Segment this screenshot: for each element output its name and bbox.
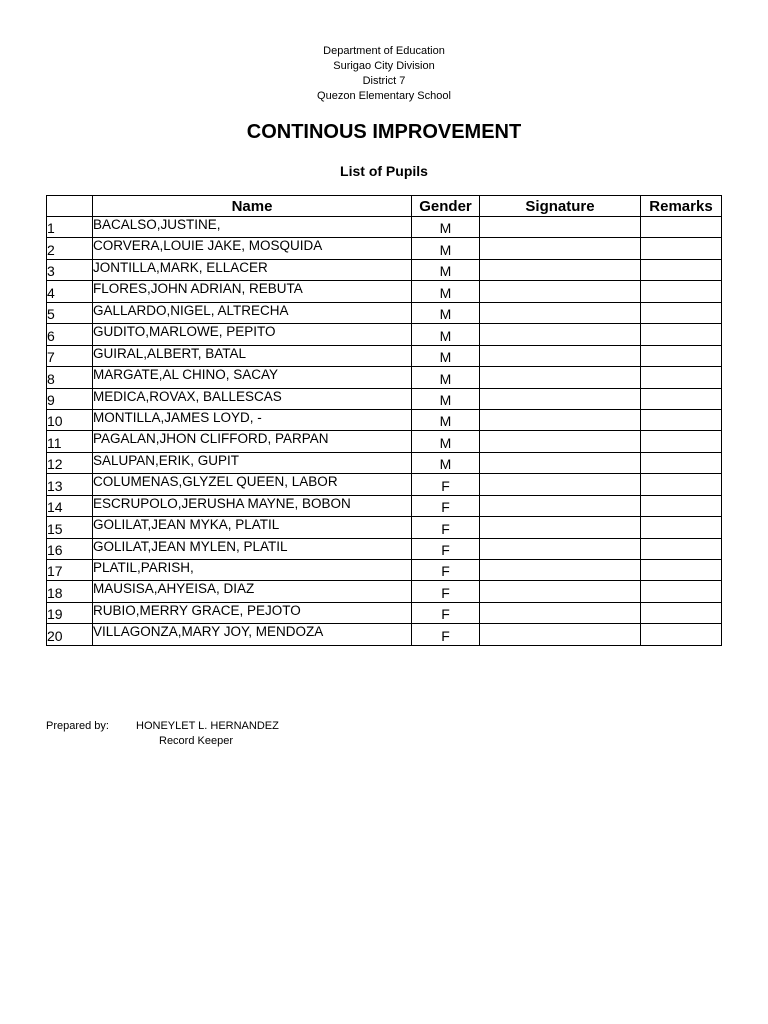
remarks-cell	[641, 217, 722, 238]
signature-cell	[480, 474, 641, 495]
signature-cell	[480, 302, 641, 323]
preparer-role: Record Keeper	[159, 735, 233, 747]
remarks-cell	[641, 324, 722, 345]
table-row	[47, 388, 722, 409]
document-title: CONTINOUS IMPROVEMENT	[246, 121, 522, 143]
signature-cell	[480, 602, 641, 623]
table-row	[47, 238, 722, 259]
remarks-cell	[641, 281, 722, 302]
column-header-signature: Signature	[480, 196, 641, 217]
pupil-name: MONTILLA,JAMES LOYD, -	[93, 409, 412, 430]
signature-cell	[480, 624, 641, 645]
remarks-cell	[641, 624, 722, 645]
signature-cell	[480, 560, 641, 581]
pupil-gender: M	[412, 238, 480, 259]
remarks-cell	[641, 259, 722, 280]
table-row	[47, 538, 722, 559]
pupil-name: SALUPAN,ERIK, GUPIT	[93, 452, 412, 473]
prepared-by-label: Prepared by:	[46, 720, 109, 732]
column-header-number	[47, 196, 93, 217]
table-header-row	[47, 196, 722, 217]
table-row	[47, 431, 722, 452]
row-number: 17	[47, 560, 93, 581]
pupil-gender: F	[412, 624, 480, 645]
remarks-cell	[641, 560, 722, 581]
remarks-cell	[641, 474, 722, 495]
pupil-name: GUIRAL,ALBERT, BATAL	[93, 345, 412, 366]
pupil-name: MARGATE,AL CHINO, SACAY	[93, 367, 412, 388]
signature-cell	[480, 324, 641, 345]
signature-cell	[480, 238, 641, 259]
pupil-name: PAGALAN,JHON CLIFFORD, PARPAN	[93, 431, 412, 452]
pupil-name: JONTILLA,MARK, ELLACER	[93, 259, 412, 280]
document-subtitle: List of Pupils	[340, 163, 428, 179]
signature-cell	[480, 452, 641, 473]
pupil-gender: M	[412, 217, 480, 238]
pupil-name: GOLILAT,JEAN MYLEN, PLATIL	[93, 538, 412, 559]
row-number: 18	[47, 581, 93, 602]
row-number: 11	[47, 431, 93, 452]
remarks-cell	[641, 538, 722, 559]
pupil-gender: F	[412, 474, 480, 495]
remarks-cell	[641, 302, 722, 323]
table-row	[47, 324, 722, 345]
pupil-name: COLUMENAS,GLYZEL QUEEN, LABOR	[93, 474, 412, 495]
pupil-gender: F	[412, 517, 480, 538]
remarks-cell	[641, 602, 722, 623]
remarks-cell	[641, 495, 722, 516]
row-number: 10	[47, 409, 93, 430]
pupil-name: MAUSISA,AHYEISA, DIAZ	[93, 581, 412, 602]
pupil-name: GUDITO,MARLOWE, PEPITO	[93, 324, 412, 345]
pupil-name: BACALSO,JUSTINE,	[93, 217, 412, 238]
row-number: 8	[47, 367, 93, 388]
table-row	[47, 517, 722, 538]
table-row	[47, 452, 722, 473]
row-number: 9	[47, 388, 93, 409]
column-header-gender: Gender	[412, 196, 480, 217]
pupil-name: FLORES,JOHN ADRIAN, REBUTA	[93, 281, 412, 302]
column-header-name: Name	[93, 196, 412, 217]
signature-cell	[480, 367, 641, 388]
pupil-gender: F	[412, 581, 480, 602]
pupil-gender: M	[412, 367, 480, 388]
row-number: 6	[47, 324, 93, 345]
pupil-gender: M	[412, 409, 480, 430]
pupil-gender: M	[412, 452, 480, 473]
pupil-name: MEDICA,ROVAX, BALLESCAS	[93, 388, 412, 409]
remarks-cell	[641, 345, 722, 366]
signature-cell	[480, 388, 641, 409]
row-number: 16	[47, 538, 93, 559]
table-row	[47, 474, 722, 495]
pupil-name: CORVERA,LOUIE JAKE, MOSQUIDA	[93, 238, 412, 259]
pupil-name: GOLILAT,JEAN MYKA, PLATIL	[93, 517, 412, 538]
pupil-gender: M	[412, 388, 480, 409]
signature-cell	[480, 217, 641, 238]
table-row	[47, 217, 722, 238]
remarks-cell	[641, 367, 722, 388]
table-row	[47, 345, 722, 366]
row-number: 13	[47, 474, 93, 495]
department-line: Department of Education	[323, 45, 445, 57]
row-number: 20	[47, 624, 93, 645]
signature-cell	[480, 495, 641, 516]
pupil-name: RUBIO,MERRY GRACE, PEJOTO	[93, 602, 412, 623]
district-line: District 7	[362, 75, 406, 87]
pupil-name: GALLARDO,NIGEL, ALTRECHA	[93, 302, 412, 323]
signature-cell	[480, 409, 641, 430]
row-number: 12	[47, 452, 93, 473]
table-row	[47, 624, 722, 645]
pupils-table	[46, 195, 722, 646]
table-row	[47, 581, 722, 602]
row-number: 19	[47, 602, 93, 623]
remarks-cell	[641, 388, 722, 409]
pupil-gender: M	[412, 302, 480, 323]
signature-cell	[480, 538, 641, 559]
pupil-gender: F	[412, 495, 480, 516]
pupil-gender: M	[412, 259, 480, 280]
remarks-cell	[641, 238, 722, 259]
pupil-gender: F	[412, 538, 480, 559]
row-number: 5	[47, 302, 93, 323]
signature-cell	[480, 431, 641, 452]
column-header-remarks: Remarks	[641, 196, 722, 217]
pupil-gender: M	[412, 345, 480, 366]
table-row	[47, 302, 722, 323]
signature-cell	[480, 281, 641, 302]
row-number: 14	[47, 495, 93, 516]
row-number: 15	[47, 517, 93, 538]
pupil-gender: M	[412, 324, 480, 345]
remarks-cell	[641, 409, 722, 430]
table-row	[47, 409, 722, 430]
row-number: 7	[47, 345, 93, 366]
signature-cell	[480, 517, 641, 538]
remarks-cell	[641, 431, 722, 452]
pupil-gender: M	[412, 431, 480, 452]
remarks-cell	[641, 581, 722, 602]
table-row	[47, 281, 722, 302]
signature-cell	[480, 345, 641, 366]
pupil-gender: M	[412, 281, 480, 302]
pupil-name: VILLAGONZA,MARY JOY, MENDOZA	[93, 624, 412, 645]
row-number: 4	[47, 281, 93, 302]
table-row	[47, 602, 722, 623]
table-row	[47, 367, 722, 388]
pupil-name: ESCRUPOLO,JERUSHA MAYNE, BOBON	[93, 495, 412, 516]
table-row	[47, 495, 722, 516]
pupil-gender: F	[412, 602, 480, 623]
pupil-gender: F	[412, 560, 480, 581]
pupil-name: PLATIL,PARISH,	[93, 560, 412, 581]
school-line: Quezon Elementary School	[317, 90, 451, 102]
row-number: 3	[47, 259, 93, 280]
row-number: 2	[47, 238, 93, 259]
preparer-name: HONEYLET L. HERNANDEZ	[136, 720, 279, 732]
table-row	[47, 560, 722, 581]
division-line: Surigao City Division	[333, 60, 435, 72]
table-row	[47, 259, 722, 280]
signature-cell	[480, 259, 641, 280]
signature-cell	[480, 581, 641, 602]
remarks-cell	[641, 452, 722, 473]
remarks-cell	[641, 517, 722, 538]
row-number: 1	[47, 217, 93, 238]
